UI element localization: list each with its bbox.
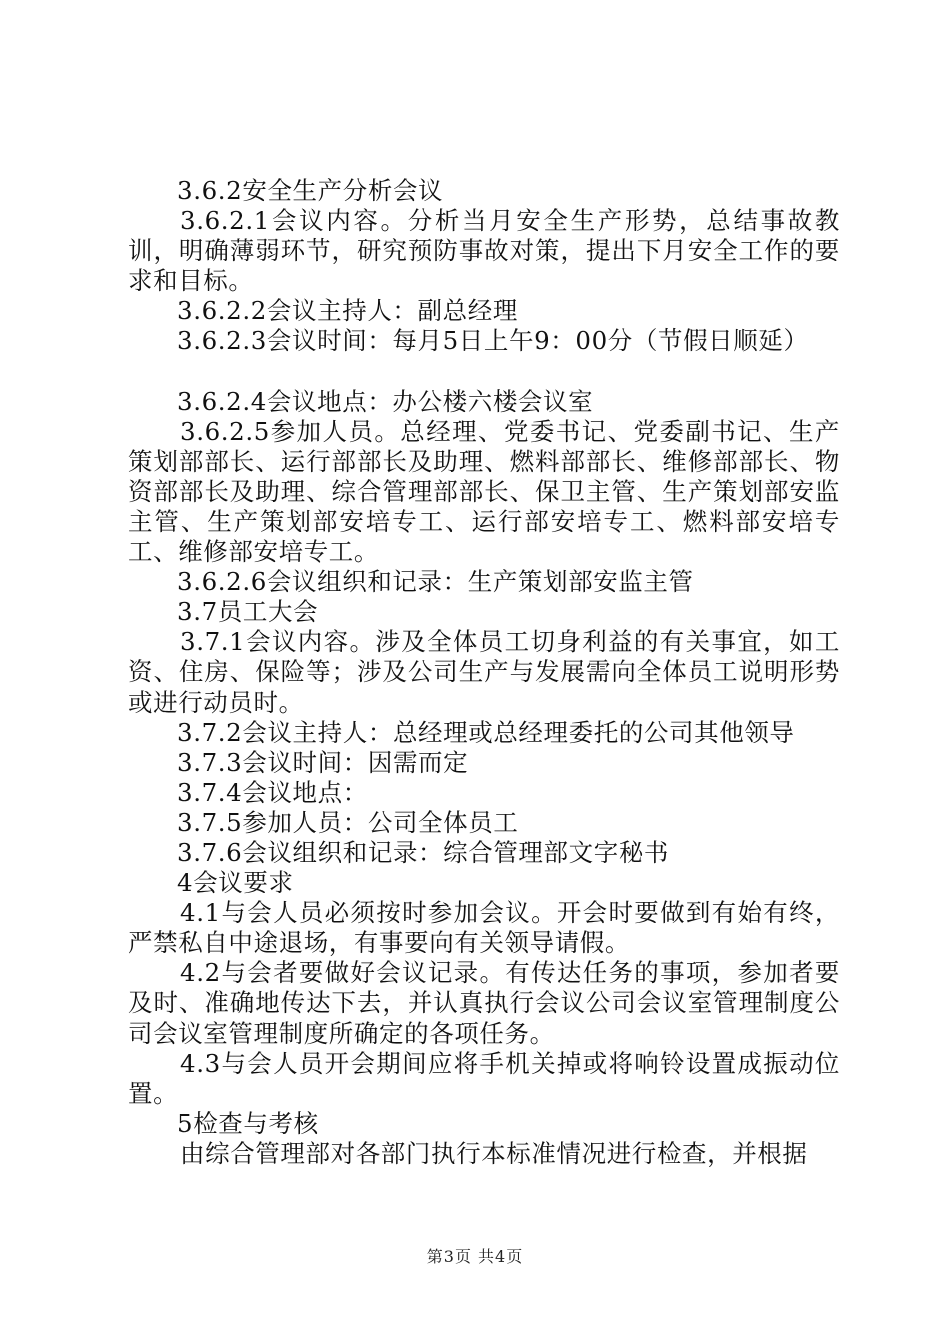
- paragraph-3-7-2: 3.7.2会议主持人：总经理或总经理委托的公司其他领导: [177, 717, 795, 747]
- document-body: [128, 176, 840, 1169]
- paragraph-3-7-4: 3.7.4会议地点：: [177, 777, 368, 807]
- paragraph-3-7-3: 3.7.3会议时间：因需而定: [177, 747, 469, 777]
- paragraph-3-7-6: 3.7.6会议组织和记录：综合管理部文字秘书: [177, 837, 670, 867]
- paragraph-4-1: 4.1与会人员必须按时参加会议。开会时要做到有始有终，严禁私自中途退场，有事要向有关领导请假。: [128, 898, 840, 958]
- page-number-footer: 第3页 共4页: [426, 1247, 524, 1266]
- section-heading-5: 5检查与考核: [177, 1108, 319, 1138]
- paragraph-3-6-2-6: 3.6.2.6会议组织和记录：生产策划部安监主管: [177, 567, 694, 597]
- paragraph-3-6-2-2: 3.6.2.2会议主持人：副总经理: [177, 296, 518, 326]
- paragraph-3-7-1: 3.7.1会议内容。涉及全体员工切身利益的有关事宜，如工资、住房、保险等；涉及公司生产与发展需向全体员工说明形势或进行动员时。: [128, 627, 840, 717]
- blank-line: [128, 357, 840, 387]
- section-heading-3-7: 3.7员工大会: [177, 597, 319, 627]
- paragraph-3-6-2-4: 3.6.2.4会议地点：办公楼六楼会议室: [177, 386, 594, 416]
- paragraph-5-body: 由综合管理部对各部门执行本标准情况进行检查，并根据: [180, 1138, 808, 1168]
- paragraph-4-3: 4.3与会人员开会期间应将手机关掉或将响铃设置成振动位置。: [128, 1048, 840, 1108]
- paragraph-3-6-2-5: 3.6.2.5参加人员。总经理、党委书记、党委副书记、生产策划部部长、运行部部长及助理、燃料部部长、维修部部长、物资部部长及助理、综合管理部部长、保卫主管、生产策划部安监主管、生产策划部安培专工、运行部安培专工、燃料部安培专工、维修部安培专工。: [128, 416, 840, 567]
- paragraph-3-6-2-3: 3.6.2.3会议时间：每月5日上午9：00分（节假日顺延）: [177, 326, 809, 356]
- paragraph-4-2: 4.2与会者要做好会议记录。有传达任务的事项，参加者要及时、准确地传达下去，并认真执行会议公司会议室管理制度公司会议室管理制度所确定的各项任务。: [128, 958, 840, 1048]
- section-heading-3-6-2: 3.6.2安全生产分析会议: [177, 176, 444, 205]
- section-heading-4: 4会议要求: [177, 868, 294, 898]
- paragraph-3-6-2-1: 3.6.2.1会议内容。分析当月安全生产形势，总结事故教训，明确薄弱环节，研究预防事故对策，提出下月安全工作的要求和目标。: [128, 206, 840, 296]
- paragraph-3-7-5: 3.7.5参加人员：公司全体员工: [177, 807, 519, 837]
